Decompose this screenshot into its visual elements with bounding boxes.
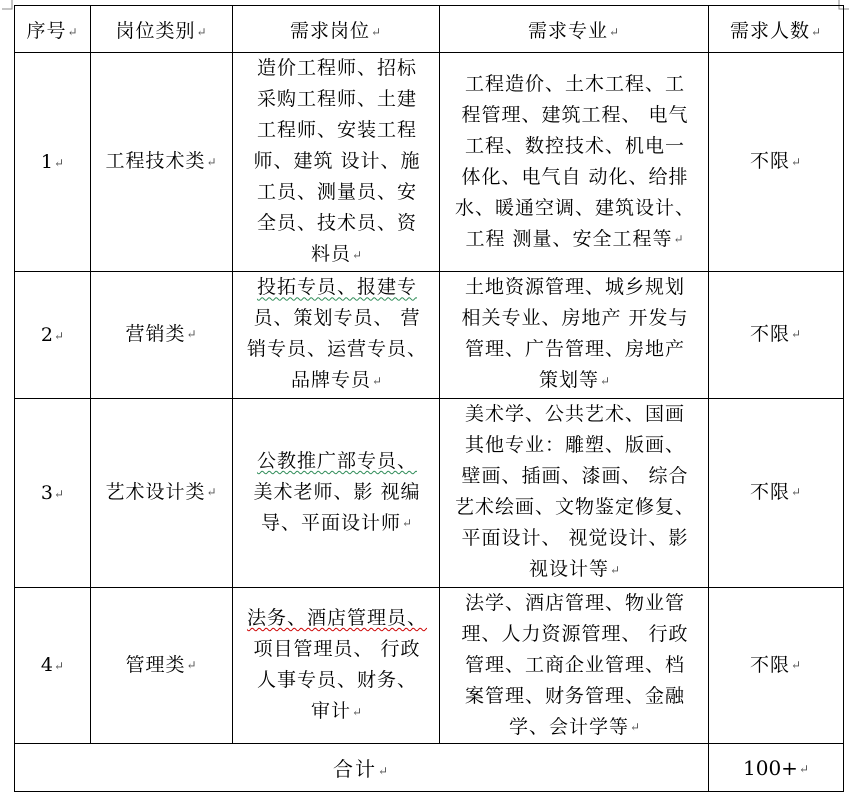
row-major: 法学、酒店管理、物业管 理、人力资源管理、 行政 管理、工商企业管理、档 案管理、财务管理、金融 学、会计学等↵ [440,587,709,744]
total-label: 合计↵ [15,744,709,792]
row-category: 工程技术类↵ [91,53,233,272]
total-value: 100+↵ [709,744,844,792]
row-count: 不限↵ [709,271,844,398]
row-count: 不限↵ [709,398,844,587]
row-category: 营销类↵ [91,271,233,398]
header-position: 需求岗位↵ [233,6,440,53]
row-count: 不限↵ [709,53,844,272]
table-row [15,587,844,744]
row-index: 3↵ [15,398,91,587]
row-major: 工程造价、土木工程、工 程管理、建筑工程、 电气 工程、数控技术、机电一 体化、电气自 动化、给排 水、暖通空调、建筑设计、 工程 测量、安全工程等↵ [440,53,709,272]
corner-mark-left [2,0,13,10]
header-major: 需求专业↵ [440,6,709,53]
row-index: 1↵ [15,53,91,272]
header-row [15,6,844,53]
table-row [15,271,844,398]
header-index: 序号↵ [15,6,91,53]
row-index: 4↵ [15,587,91,744]
row-count: 不限↵ [709,587,844,744]
header-count: 需求人数↵ [709,6,844,53]
table-row [15,398,844,587]
row-category: 艺术设计类↵ [91,398,233,587]
row-position: 造价工程师、招标 采购工程师、土建 工程师、安装工程 师、建筑 设计、施 工员、测量员、安 全员、技术员、资 料员↵ [233,53,440,272]
row-major: 土地资源管理、城乡规划 相关专业、房地产 开发与 管理、广告管理、房地产 策划等↵ [440,271,709,398]
table-row [15,53,844,272]
row-category: 管理类↵ [91,587,233,744]
row-position: 公教推广部专员、 美术老师、影 视编 导、平面设计师↵ [233,398,440,587]
row-index: 2↵ [15,271,91,398]
header-category: 岗位类别↵ [91,6,233,53]
total-row [15,744,844,792]
row-major: 美术学、公共艺术、国画 其他专业：雕塑、版画、 壁画、插画、漆画、 综合 艺术绘画、文物鉴定修复、 平面设计、 视觉设计、影 视设计等↵ [440,398,709,587]
row-position: 投拓专员、报建专 员、策划专员、 营 销专员、运营专员、 品牌专员↵ [233,271,440,398]
recruitment-table [14,5,844,792]
row-position: 法务、酒店管理员、 项目管理员、 行政 人事专员、财务、 审计↵ [233,587,440,744]
